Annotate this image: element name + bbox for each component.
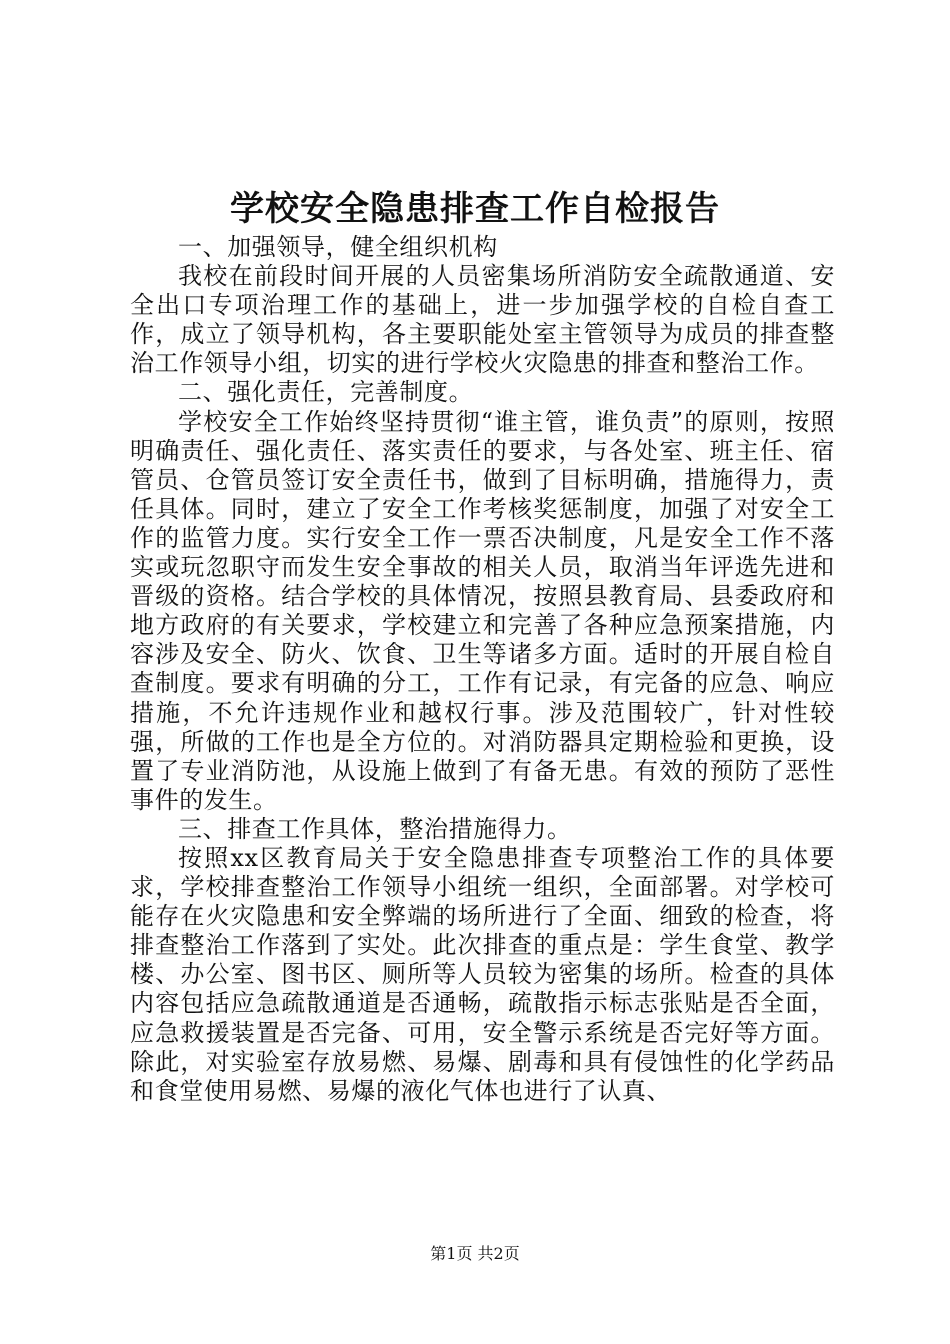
section-heading-2: 二、强化责任，完善制度。 <box>178 378 474 407</box>
paragraph-1: 我校在前段时间开展的人员密集场所消防安全疏散通道、安全出口专项治理工作的基础上，进一步加强学校的自检自查工作，成立了领导机构，各主要职能处室主管领导为成员的排查整治工作领导小组，切实的进行学校火灾隐患的排查和整治工作。 <box>130 262 835 378</box>
paragraph-2: 学校安全工作始终坚持贯彻“谁主管，谁负责”的原则，按照明确责任、强化责任、落实责任的要求，与各处室、班主任、宿管员、仓管员签订安全责任书，做到了目标明确，措施得力，责任具体。同时，建立了安全工作考核奖惩制度，加强了对安全工作的监管力度。实行安全工作一票否决制度，凡是安全工作不落实或玩忽职守而发生安全事故的相关人员，取消当年评选先进和晋级的资格。结合学校的具体情况，按照县教育局、县委政府和地方政府的有关要求，学校建立和完善了各种应急预案措施，内容涉及安全、防火、饮食、卫生等诸多方面。适时的开展自检自查制度。要求有明确的分工，工作有记录，有完备的应急、响应措施，不允许违规作业和越权行事。涉及范围较广，针对性较强，所做的工作也是全方位的。对消防器具定期检验和更换，设置了专业消防池，从设施上做到了有备无患。有效的预防了恶性事件的发生。 <box>130 407 835 814</box>
section-heading-1: 一、加强领导，健全组织机构 <box>178 233 498 261</box>
paragraph-3: 按照xx区教育局关于安全隐患排查专项整治工作的具体要求，学校排查整治工作领导小组统一组织，全面部署。对学校可能存在火灾隐患和安全弊端的场所进行了全面、细致的检查，将排查整治工作落到了实处。此次排查的重点是：学生食堂、教学楼、办公室、图书区、厕所等人员较为密集的场所。检查的具体内容包括应急疏散通道是否通畅，疏散指示标志张贴是否全面，应急救援装置是否完备、可用，安全警示系统是否完好等方面。除此，对实验室存放易燃、易爆、剧毒和具有侵蚀性的化学药品和食堂使用易燃、易爆的液化气体也进行了认真、 <box>130 843 835 1105</box>
document-body <box>130 233 835 1106</box>
page-number-footer: 第1页 共2页 <box>430 1244 520 1263</box>
section-heading-3: 三、排查工作具体，整治措施得力。 <box>178 814 572 843</box>
document-title: 学校安全隐患排查工作自检报告 <box>230 189 720 229</box>
